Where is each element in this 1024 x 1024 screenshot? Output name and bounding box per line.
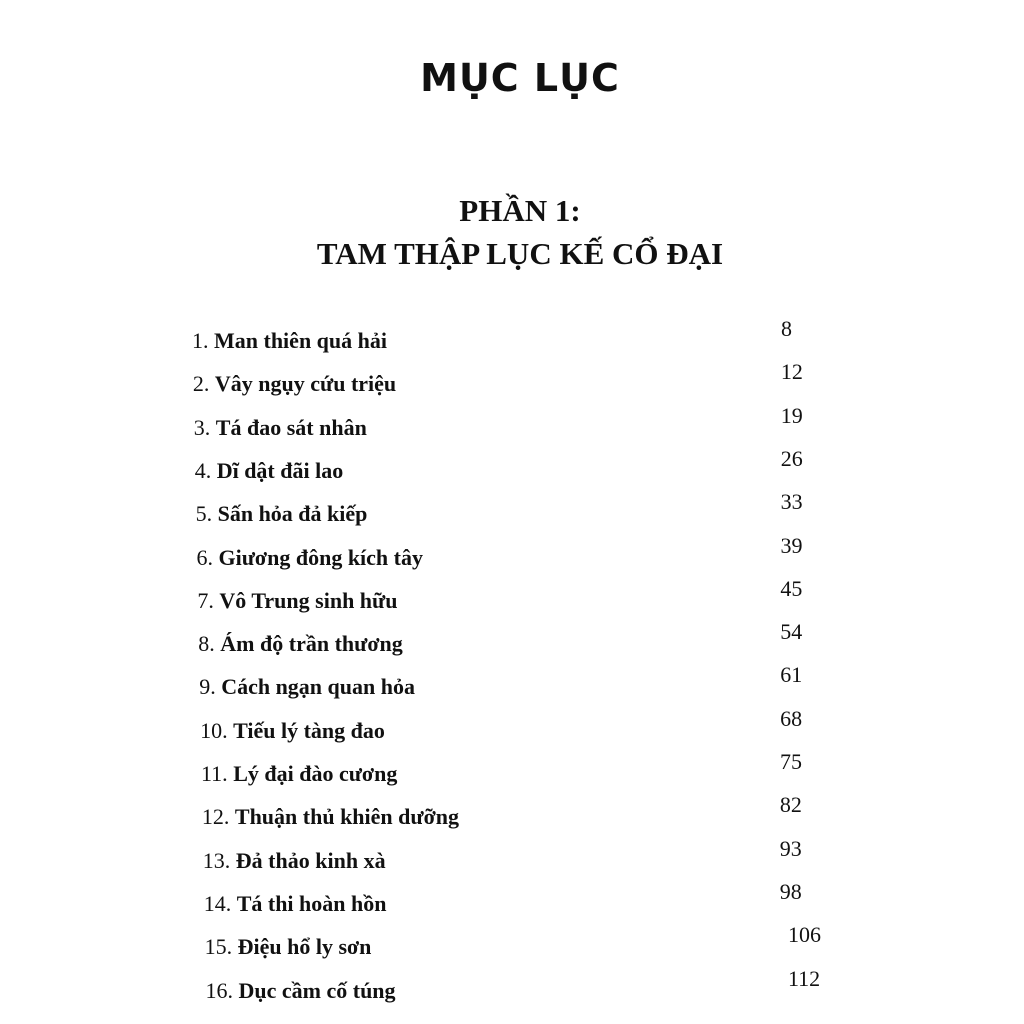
toc-entry-page: 54 (780, 619, 803, 645)
toc-entry-page: 39 (780, 532, 803, 558)
toc-entry-number: 10. (200, 717, 234, 743)
toc-entry-title (200, 718, 385, 744)
toc-entry-title (197, 545, 424, 571)
toc-entry-title (197, 588, 397, 614)
toc-entry (0, 445, 1024, 498)
toc-entry-number: 9. (199, 674, 222, 700)
toc-entry (0, 965, 1024, 1018)
toc-entry-number: 12. (201, 804, 235, 830)
toc-entry-number: 4. (194, 457, 217, 483)
toc-entry-title (199, 674, 415, 700)
toc-entry-title (192, 328, 387, 354)
toc-entry-page: 33 (780, 489, 803, 515)
toc-entry (0, 835, 1024, 888)
toc-entry-title (203, 848, 386, 874)
toc-entry (0, 662, 1024, 714)
toc-entry-number: 1. (192, 328, 214, 353)
toc-entry-text: Tá đao sát nhân (215, 414, 367, 440)
toc-entry-number: 16. (205, 977, 239, 1003)
toc-entry-number: 5. (195, 501, 218, 527)
toc-entry-title (194, 415, 367, 441)
toc-entry-text: Lý đại đào cương (233, 761, 398, 786)
toc-entry (0, 489, 1024, 541)
toc-entry-text: Sấn hỏa đả kiếp (217, 501, 368, 527)
toc-entry-page: 68 (780, 705, 803, 731)
toc-entry (0, 532, 1024, 585)
part-label: PHẦN 1: (459, 193, 581, 228)
toc-entry-title (204, 891, 387, 917)
toc-entry-title (205, 934, 372, 960)
toc-entry-page: 75 (780, 749, 802, 774)
toc-entry-text: Tiếu lý tàng đao (233, 717, 385, 743)
toc-entry-number: 8. (198, 631, 221, 657)
part-title: TAM THẬP LỤC KẾ CỔ ĐẠI (316, 236, 724, 271)
toc-entry-page: 12 (780, 359, 803, 385)
toc-entry-number: 3. (193, 414, 216, 440)
toc-entry-title (198, 631, 402, 657)
toc-entry (0, 792, 1024, 844)
toc-entry-text: Tá thi hoàn hồn (236, 890, 387, 916)
toc-entry-page: 106 (788, 922, 821, 948)
toc-entry (0, 922, 1024, 974)
toc-entry-text: Thuận thủ khiên dưỡng (234, 804, 460, 830)
toc-entry-text: Điệu hổ ly sơn (237, 934, 372, 960)
toc-entry (0, 705, 1024, 758)
toc-entry-number: 6. (196, 544, 219, 570)
toc-entry-page: 98 (779, 878, 802, 904)
toc-entry-text: Giương đông kích tây (218, 544, 423, 570)
toc-entry-title (206, 978, 396, 1004)
toc-entry-title (196, 501, 368, 527)
toc-entry-page: 45 (780, 575, 803, 601)
toc-entry-page: 82 (779, 792, 802, 818)
toc-entry-page: 19 (780, 402, 803, 428)
toc-entry (0, 359, 1024, 411)
toc-entry-text: Ám độ trần thương (220, 631, 403, 657)
toc-entry-title (201, 761, 397, 787)
toc-entry-text: Dục cầm cố túng (238, 977, 396, 1003)
toc-entry-text: Vây ngụy cứu triệu (214, 371, 397, 397)
toc-entry-text: Đả thảo kinh xà (235, 847, 386, 873)
toc-entry-page: 93 (779, 835, 802, 861)
toc-entry-title (202, 804, 459, 830)
toc-entry-page: 26 (780, 445, 803, 471)
toc-entry (0, 402, 1024, 455)
toc-entry-number: 15. (204, 934, 238, 960)
toc-entry-page: 112 (788, 965, 821, 991)
toc-entry-number: 7. (197, 587, 220, 613)
toc-entry (0, 316, 1024, 368)
toc-entry-text: Man thiên quá hải (214, 328, 387, 353)
toc-entry-title (193, 371, 396, 397)
toc-entry-page: 8 (781, 316, 792, 341)
toc-entry-text: Dĩ dật đãi lao (216, 457, 344, 483)
toc-entry (0, 749, 1024, 801)
toc-entry-number: 11. (201, 761, 234, 786)
toc-entry-title (195, 458, 344, 484)
toc-entry-number: 13. (202, 847, 236, 873)
toc-entry-text: Vô Trung sinh hữu (219, 587, 398, 613)
toc-entry-number: 2. (192, 371, 215, 397)
toc-entry-number: 14. (203, 890, 237, 916)
page-title: MỤC LỤC (420, 56, 620, 100)
toc-entry-text: Cách ngạn quan hỏa (221, 674, 415, 700)
toc-entry-page: 61 (780, 662, 803, 688)
toc-entry (0, 878, 1024, 931)
toc-entry (0, 619, 1024, 671)
toc-entry (0, 575, 1024, 628)
